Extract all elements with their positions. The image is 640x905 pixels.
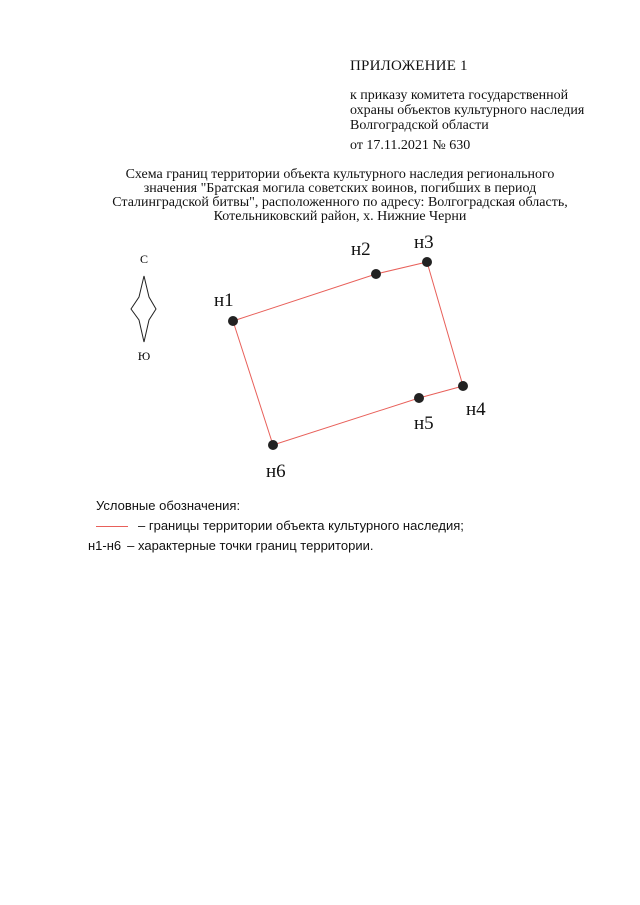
legend-row-boundary — [96, 516, 596, 536]
compass-arrow — [131, 276, 156, 342]
boundary-point-marker — [268, 440, 278, 450]
boundary-point-marker — [228, 316, 238, 326]
boundary-point-marker — [422, 257, 432, 267]
order-date: от 17.11.2021 № 630 — [350, 138, 471, 153]
boundary-point-labels — [214, 232, 486, 482]
scheme-title-line: значения "Братская могила советских воинов, погибших в период — [143, 181, 537, 196]
point-label-n5: н5 — [414, 413, 434, 434]
scheme-title-line: Сталинградской битвы", расположенного по адресу: Волгоградская область, — [112, 195, 568, 210]
scheme-title-line: Котельниковский район, х. Нижние Черни — [213, 209, 467, 224]
point-label-n1: н1 — [214, 290, 234, 311]
appendix-reference-line: охраны объектов культурного наследия — [350, 103, 585, 118]
boundary-point-marker — [458, 381, 468, 391]
boundary-point-marker — [414, 393, 424, 403]
legend — [88, 496, 596, 556]
scheme-title-line: Схема границ территории объекта культурного наследия регионального — [125, 167, 555, 182]
point-label-n3: н3 — [414, 232, 434, 253]
appendix-reference-line: к приказу комитета государственной — [350, 88, 569, 103]
compass-icon — [131, 252, 156, 363]
compass-north-label: С — [139, 252, 149, 266]
legend-boundary-description: – границы территории объекта культурного наследия; — [138, 518, 464, 533]
point-label-n4: н4 — [466, 399, 486, 420]
point-label-n2: н2 — [351, 239, 371, 260]
point-label-n6: н6 — [266, 461, 286, 482]
appendix-reference-line: Волгоградской области — [350, 118, 489, 133]
appendix-title: ПРИЛОЖЕНИЕ 1 — [350, 58, 468, 74]
boundary-point-marker — [371, 269, 381, 279]
legend-row-points — [88, 536, 596, 556]
legend-points-abbreviation: н1-н6 — [88, 538, 122, 553]
compass-south-label: Ю — [137, 349, 151, 363]
legend-heading: Условные обозначения: — [96, 498, 241, 513]
legend-points-description: – характерные точки границ территории. — [127, 538, 374, 553]
legend-boundary-line-icon — [96, 526, 128, 527]
